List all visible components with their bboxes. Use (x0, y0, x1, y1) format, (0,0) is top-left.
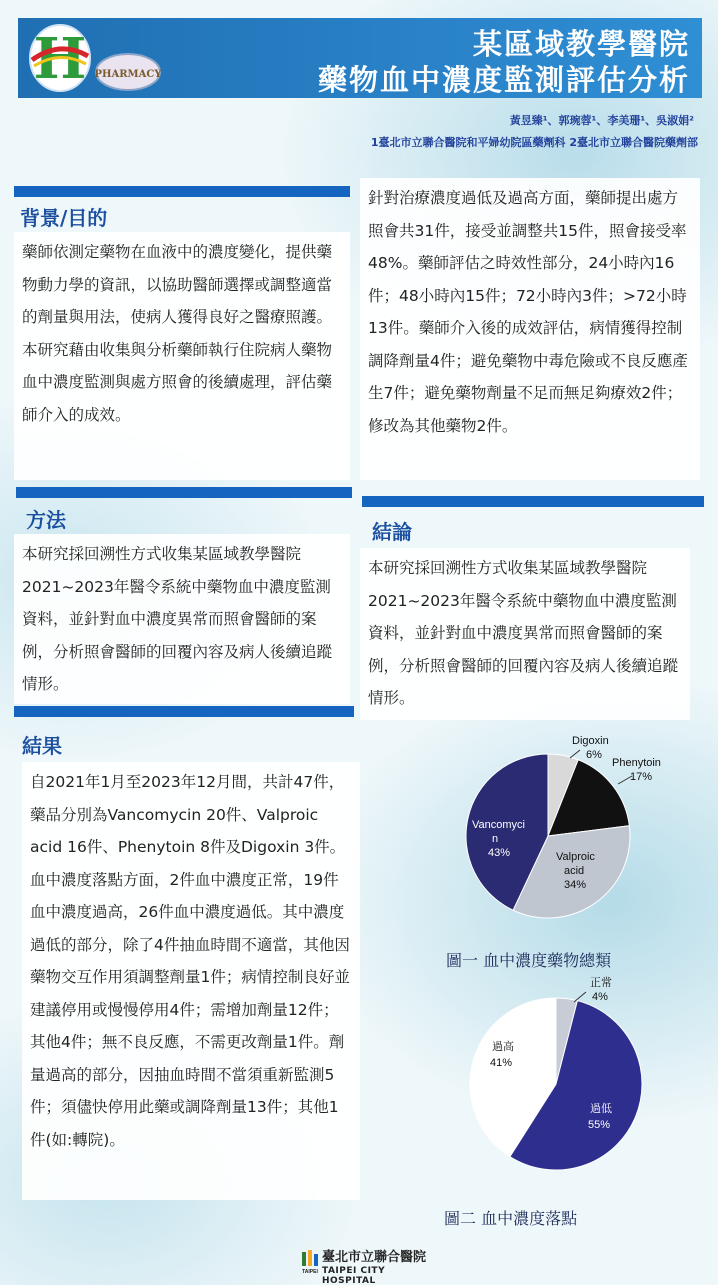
section-divider (362, 496, 704, 507)
section-divider (14, 706, 354, 717)
results-continued-text: 針對治療濃度過低及過高方面，藥師提出處方照會共31件，接受並調整共15件，照會接受率48%。藥師評估之時效性部分，24小時內16件；48小時內15件；72小時內3件；>72小時13件。藥師介入後的成效評估，病情獲得控制調降劑量4件；避免藥物中毒危險或不良反應產生7件；避免藥物劑量不足而無足夠療效2件；修改為其他藥物2件。 (360, 178, 700, 480)
leader-line (570, 750, 580, 758)
results-text: 自2021年1月至2023年12月間，共計47件，藥品分別為Vancomycin 20件、Valproic acid 16件、Phenytoin 8件及Digoxin 3件。血中濃度落點方面，2件血中濃度正常，19件血中濃度過高，26件血中濃度過低。其中濃度過低的部分，除了4件抽血時間不適當，其他因藥物交互作用須調整劑量1件；病情控制良好並建議停用或慢慢停用4件；需增加劑量12件；其他4件；無不良反應，不需更改劑量1件。劑量過高的部分，因抽血時間不當須重新監測5件；須儘快停用此藥或調降劑量13件；其他1件(如:轉院)。 (22, 762, 360, 1200)
conclusion-text: 本研究採回溯性方式收集某區域教學醫院2021~2023年醫令系統中藥物血中濃度監測資料，並針對血中濃度異常而照會醫師的案例，分析照會醫師的回覆內容及病人後續追蹤情形。 (360, 548, 690, 720)
chart2-label-normal: 正常 (590, 977, 612, 989)
footer-logo (300, 1244, 440, 1285)
taipei-logo-icon (300, 1248, 320, 1274)
footer-org-en: TAIPEI CITY HOSPITAL (322, 1266, 386, 1285)
chart1-label-valproic-2: acid (564, 865, 585, 877)
footer-org-zh: 臺北市立聯合醫院 (322, 1250, 427, 1265)
chart2-label-high: 過高 (492, 1041, 514, 1053)
results-title: 結果 (22, 734, 62, 758)
logo-letter: H (33, 26, 87, 92)
chart1-pct-digoxin: 6% (586, 749, 602, 761)
chart2-pct-high: 41% (490, 1057, 513, 1069)
chart2-caption: 圖二 血中濃度落點 (444, 1209, 578, 1228)
chart2-pct-low: 55% (588, 1119, 611, 1131)
chart1-label-phenytoin: Phenytoin (612, 757, 661, 769)
chart1-label-vancomycin-2: n (492, 833, 499, 845)
chart1-pct-valproic: 34% (564, 879, 587, 891)
chart1-caption: 圖一 血中濃度藥物總類 (446, 951, 612, 970)
poster-title-topic: 藥物血中濃度監測評估分析 (317, 63, 690, 97)
hospital-logo (24, 20, 164, 96)
methods-title: 方法 (26, 508, 66, 532)
chart1-pct-phenytoin: 17% (630, 771, 653, 783)
chart1-label-digoxin: Digoxin (572, 735, 609, 747)
poster-title-hospital: 某區域教學醫院 (472, 27, 690, 61)
logo-mark-text: TAIPEI (302, 1269, 318, 1274)
section-divider (14, 186, 350, 197)
chart1-pct-vancomycin: 43% (488, 847, 511, 859)
chart1-label-valproic-1: Valproic (556, 851, 595, 863)
chart1-label-vancomycin-1: Vancomyci (472, 819, 525, 831)
background-text: 藥師依測定藥物在血液中的濃度變化，提供藥物動力學的資訊，以協助醫師選擇或調整適當的劑量與用法，使病人獲得良好之醫療照護。本研究藉由收集與分析藥師執行住院病人藥物血中濃度監測與處方照會的後續處理，評估藥師介入的成效。 (14, 232, 350, 480)
background-title: 背景/目的 (20, 206, 108, 230)
conclusion-title: 結論 (372, 520, 412, 544)
pie-chart-concentration (440, 974, 700, 1184)
chart2-pct-normal: 4% (592, 991, 608, 1003)
authors: 黃昱臻¹、郭琬蓉¹、李美珊¹、吳淑娟² (509, 114, 694, 127)
logo-badge-text: PHARMACY (94, 69, 162, 80)
methods-text: 本研究採回溯性方式收集某區域教學醫院2021~2023年醫令系統中藥物血中濃度監測資料，並針對血中濃度異常而照會醫師的案例，分析照會醫師的回覆內容及病人後續追蹤情形。 (14, 534, 350, 704)
affiliations: 1臺北市立聯合醫院和平婦幼院區藥劑科 2臺北市立聯合醫院藥劑部 (370, 136, 698, 149)
chart2-label-low: 過低 (590, 1103, 612, 1115)
section-divider (16, 487, 352, 498)
pie-chart-drug-types (420, 726, 710, 946)
leader-line (574, 992, 586, 1002)
